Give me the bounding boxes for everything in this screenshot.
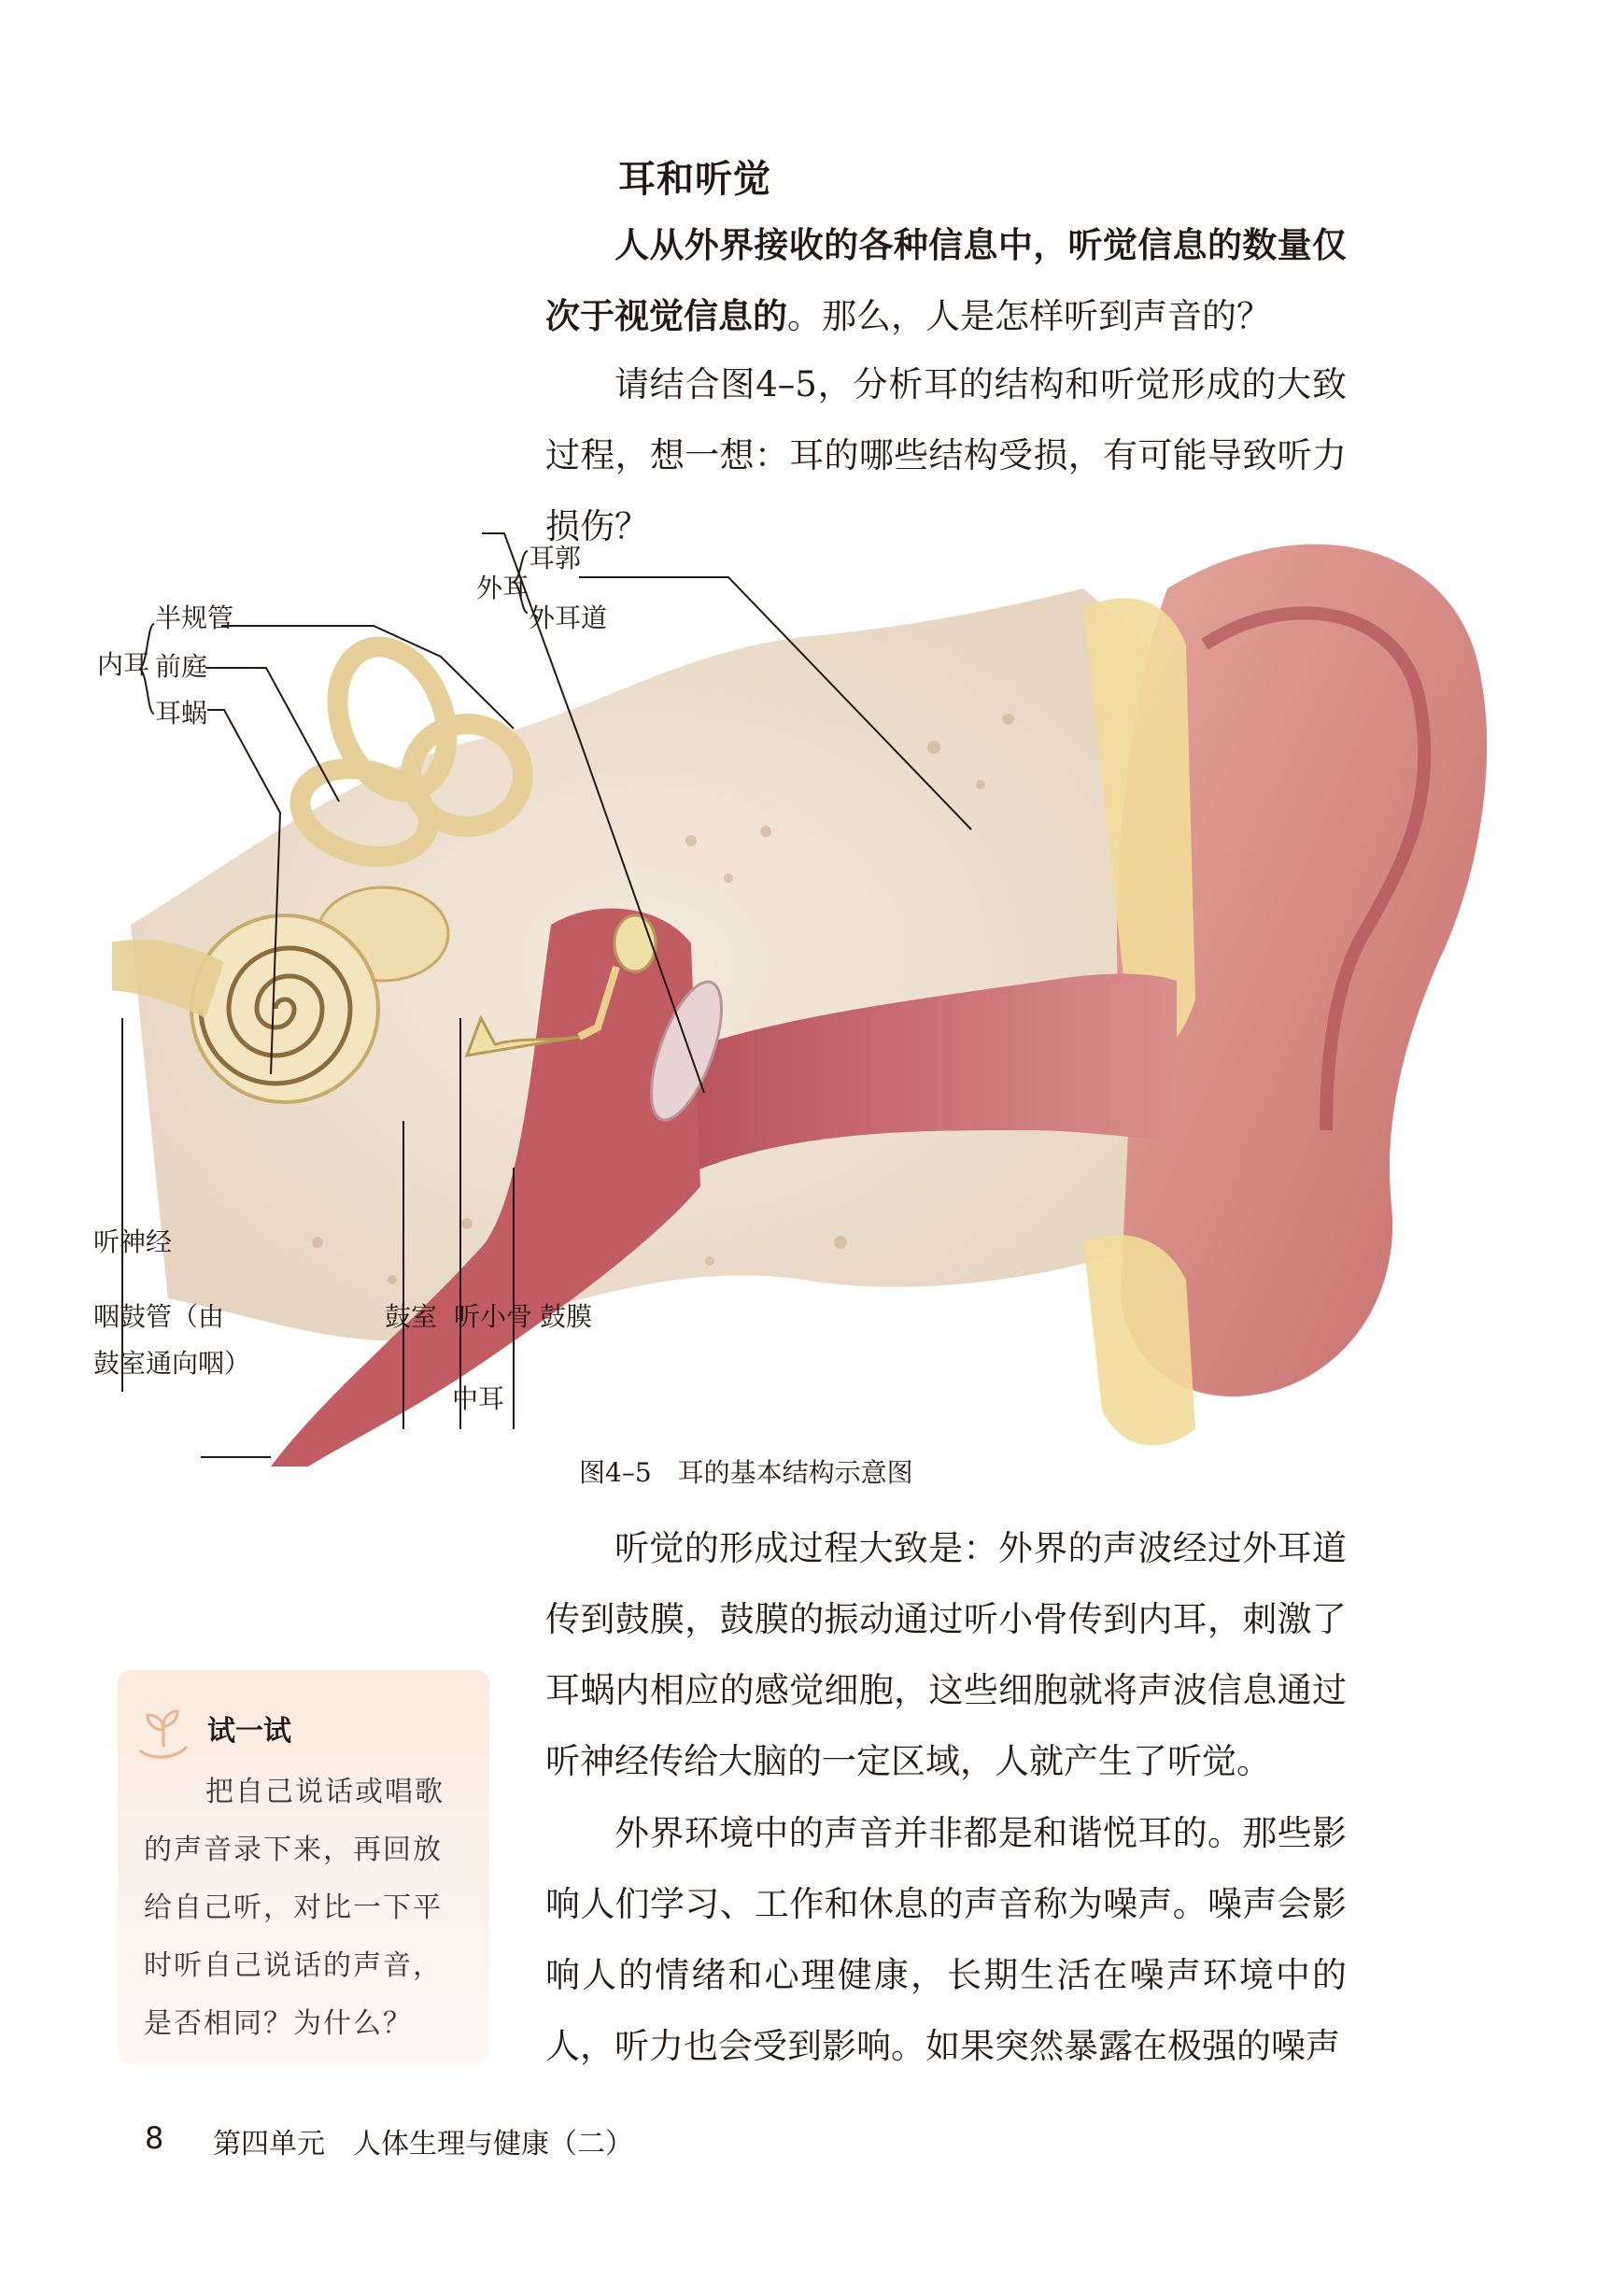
ear-structure-figure (93, 532, 1494, 1466)
label-outer-ear: 外耳 (476, 573, 530, 603)
intro-bold-text: 人从外界接收的各种信息中，听觉信息的数量仅次于视觉信息的 (545, 225, 1347, 336)
try-it-title: 试一试 (207, 1715, 291, 1748)
try-it-line-5: 是否相同？为什么？ (144, 2007, 413, 2040)
section-heading: 耳和听觉 (618, 158, 771, 201)
sprout-hand-icon (131, 1706, 196, 1762)
label-eardrum: 鼓膜 (540, 1301, 593, 1332)
hearing-process-paragraph: 听觉的形成过程大致是：外界的声波经过外耳道传到鼓膜，鼓膜的振动通过听小骨传到内耳，刺激了耳蜗内相应的感觉细胞，这些细胞就将声波信息通过听神经传给大脑的一定区域，人就产生了听觉。 (545, 1528, 1347, 1781)
try-it-line-1: 把自己说话或唱歌 (205, 1776, 445, 1808)
try-it-line-2: 的声音录下来，再回放 (144, 1834, 443, 1866)
cochlea-shape (191, 915, 378, 1102)
intro-rest-text: 。那么，人是怎样听到声音的？ (787, 296, 1271, 336)
label-semicircular-canals: 半规管 (155, 602, 234, 633)
try-it-line-3: 给自己听，对比一下平 (144, 1891, 443, 1924)
figure-caption: 图4–5 耳的基本结构示意图 (579, 1457, 913, 1488)
intro-paragraph (545, 210, 1347, 352)
ear-illustration (112, 532, 1494, 1466)
page-number: 8 (145, 2120, 164, 2156)
try-it-line-4: 时听自己说话的声音， (144, 1949, 443, 1982)
label-eustachian-tube-1: 咽鼓管（由 (93, 1301, 225, 1332)
label-vestibule: 前庭 (155, 651, 208, 682)
label-ossicles: 听小骨 (454, 1301, 533, 1332)
label-auricle: 耳郭 (529, 543, 582, 574)
label-eustachian-tube-2: 鼓室通向咽） (93, 1348, 251, 1379)
label-tympanic-cavity: 鼓室 (385, 1301, 438, 1332)
try-it-text (144, 1764, 465, 2053)
unit-title: 第四单元 人体生理与健康（二） (213, 2128, 633, 2160)
question-paragraph: 请结合图4–5，分析耳的结构和听觉形成的大致过程，想一想：耳的哪些结构受损，有可能导致听力损伤？ (545, 364, 1347, 546)
label-middle-ear: 中耳 (452, 1383, 505, 1414)
label-auditory-nerve: 听神经 (93, 1226, 173, 1257)
label-ear-canal: 外耳道 (529, 602, 608, 633)
label-inner-ear: 内耳 (97, 649, 150, 680)
label-cochlea: 耳蜗 (155, 698, 208, 729)
noise-paragraph: 外界环境中的声音并非都是和谐悦耳的。那些影响人们学习、工作和休息的声音称为噪声。噪声会影响人的情绪和心理健康，长期生活在噪声环境中的人，听力也会受到影响。如果突然暴露在极强的噪声 (545, 1813, 1347, 2066)
